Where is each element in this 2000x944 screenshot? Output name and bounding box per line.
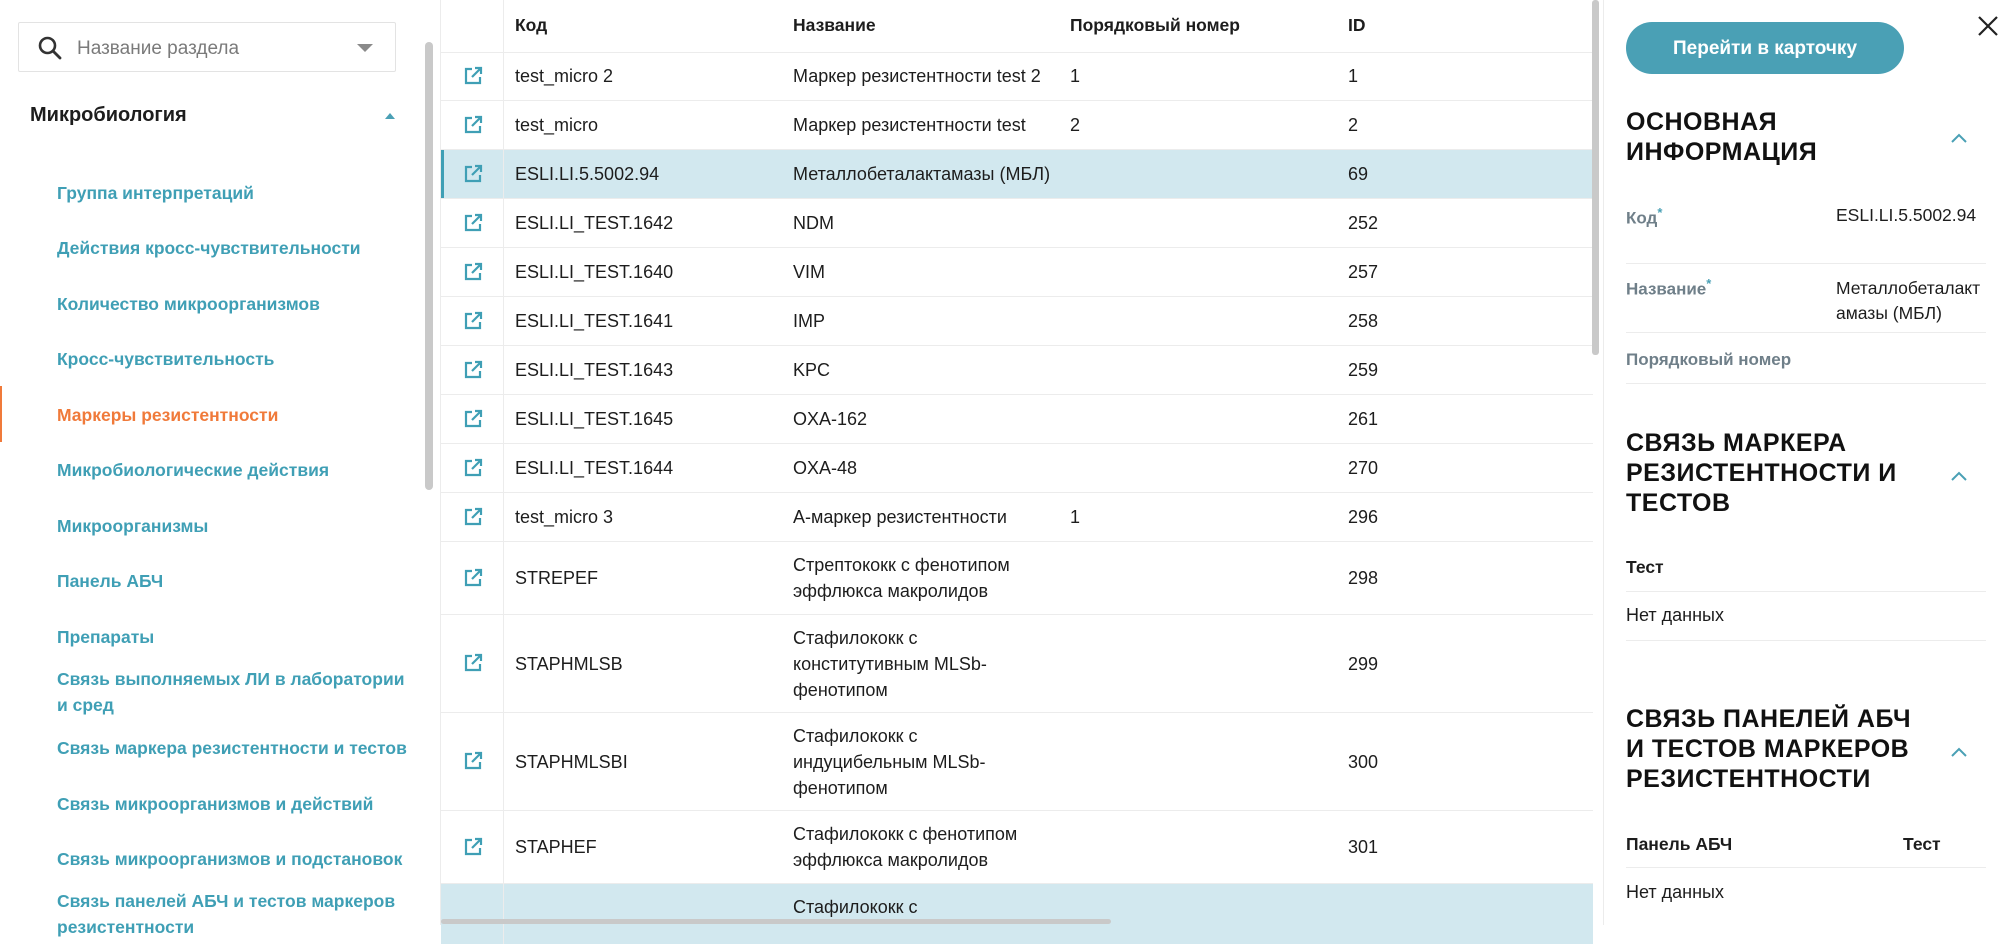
markers-table (441, 0, 1593, 925)
sidebar-item-microorganism-count[interactable]: Количество микроорганизмов (57, 294, 320, 314)
sidebar-item-microorganism-substitutions[interactable]: Связь микроорганизмов и подстановок (57, 849, 403, 869)
open-link-icon[interactable] (463, 458, 483, 478)
cell-name: IMP (793, 311, 826, 331)
table-row[interactable] (441, 615, 1593, 713)
sidebar-item-resistance-markers[interactable]: Маркеры резистентности (57, 405, 279, 425)
cell-code: ESLI.LI_TEST.1641 (515, 311, 674, 331)
cell-id: 258 (1348, 311, 1379, 331)
cell-name: Стрептококк с фенотипом эффлюкса макролидов (793, 555, 1010, 601)
table-row[interactable] (441, 101, 1593, 150)
marker-tests-empty: Нет данных (1626, 605, 1724, 625)
cell-code: test_micro 2 (515, 66, 614, 86)
open-link-icon[interactable] (463, 115, 483, 135)
table-row[interactable] (441, 884, 1593, 944)
open-link-icon[interactable] (463, 751, 483, 771)
open-link-icon[interactable] (463, 311, 483, 331)
marker-tests-heading[interactable]: СВЯЗЬ МАРКЕРА РЕЗИСТЕНТНОСТИ И ТЕСТОВ (1626, 429, 1897, 517)
sidebar-item-cross-sensitivity[interactable]: Кросс-чувствительность (57, 349, 275, 369)
column-order[interactable]: Порядковый номер (1070, 15, 1240, 35)
panels-tests-empty: Нет данных (1626, 882, 1724, 902)
header-icon-column (441, 0, 504, 52)
cell-name: Стафилококк с (793, 897, 918, 917)
sidebar-item-marker-tests[interactable]: Связь маркера резистентности и тестов (57, 738, 407, 758)
cell-id: 301 (1348, 837, 1379, 857)
table-row-selected[interactable] (441, 150, 1593, 199)
cell-id: 298 (1348, 568, 1379, 588)
sidebar-item-microorganism-actions[interactable]: Связь микроорганизмов и действий (57, 794, 374, 814)
sidebar-item-lab-tests-media[interactable]: Связь выполняемых ЛИ в лаборатории и сред (57, 669, 405, 715)
search-icon (37, 35, 63, 61)
cell-code: STAPHMLSB (515, 654, 623, 674)
cell-name: Стафилококк с конститутивным MLSb-фенотипом (793, 628, 987, 700)
section-title[interactable]: Микробиология (30, 104, 187, 126)
cell-code: STREPEF (515, 568, 599, 588)
column-name[interactable]: Название (793, 15, 876, 35)
search-placeholder: Название раздела (77, 38, 240, 59)
table-vertical-scrollbar[interactable] (1592, 0, 1599, 355)
table-row[interactable] (441, 297, 1593, 346)
go-to-card-button[interactable]: Перейти в карточку (1626, 22, 1904, 74)
table-row[interactable] (441, 248, 1593, 297)
main-info-heading[interactable]: ОСНОВНАЯ ИНФОРМАЦИЯ (1626, 108, 1818, 166)
open-link-icon[interactable] (463, 409, 483, 429)
cell-name: NDM (793, 213, 834, 233)
required-mark: * (1657, 205, 1663, 220)
sidebar-scrollbar[interactable] (425, 42, 433, 490)
table-header (441, 0, 1593, 53)
cell-order: 1 (1070, 507, 1081, 527)
cell-id: 261 (1348, 409, 1379, 429)
cell-name: KPC (793, 360, 831, 380)
cell-id: 300 (1348, 752, 1379, 772)
cell-code: ESLI.LI_TEST.1645 (515, 409, 674, 429)
close-icon[interactable] (1976, 14, 2000, 38)
cell-id: 257 (1348, 262, 1379, 282)
open-link-icon[interactable] (463, 213, 483, 233)
cell-code: ESLI.LI_TEST.1644 (515, 458, 674, 478)
panels-tests-heading[interactable]: СВЯЗЬ ПАНЕЛЕЙ АБЧ И ТЕСТОВ МАРКЕРОВ РЕЗИСТЕНТНОСТИ (1626, 705, 1912, 793)
chevron-up-icon[interactable] (1949, 470, 1969, 482)
sidebar-item-panels-marker-tests[interactable]: Связь панелей АБЧ и тестов маркеров резистентности (57, 891, 396, 937)
field-name (1626, 264, 1986, 333)
sidebar-item-microorganisms[interactable]: Микроорганизмы (57, 516, 209, 536)
sidebar-item-drugs[interactable]: Препараты (57, 627, 155, 647)
open-link-icon[interactable] (463, 507, 483, 527)
sidebar-item-cross-sensitivity-actions[interactable]: Действия кросс-чувствительности (57, 238, 361, 258)
cell-id: 2 (1348, 115, 1359, 135)
required-mark: * (1706, 276, 1712, 291)
cell-id: 259 (1348, 360, 1379, 380)
code-value: ESLI.LI.5.5002.94 (1836, 205, 1977, 225)
cell-code: ESLI.LI_TEST.1643 (515, 360, 674, 380)
cell-id: 296 (1348, 507, 1379, 527)
order-label: Порядковый номер (1626, 350, 1792, 369)
cell-code: test_micro (515, 115, 599, 135)
cell-code: ESLI.LI_TEST.1642 (515, 213, 674, 233)
open-link-icon[interactable] (463, 66, 483, 86)
cell-name: Металлобеталактамазы (МБЛ) (793, 164, 1051, 184)
cell-code: test_micro 3 (515, 507, 614, 527)
sidebar (0, 0, 440, 937)
cell-name: OXA-162 (793, 409, 868, 429)
table-row[interactable] (441, 493, 1593, 542)
table-row[interactable] (441, 811, 1593, 884)
table-row[interactable] (441, 395, 1593, 444)
field-code (1626, 195, 1986, 264)
sidebar-item-interpretation-groups[interactable]: Группа интерпретаций (57, 183, 254, 203)
section-search[interactable] (18, 22, 396, 72)
cell-id: 1 (1348, 66, 1359, 86)
table-row[interactable] (441, 713, 1593, 811)
field-order (1626, 333, 1986, 384)
open-link-icon[interactable] (463, 837, 483, 857)
panels-tests-col-panel: Панель АБЧ (1626, 834, 1733, 854)
cell-order: 2 (1070, 115, 1081, 135)
cell-name: Маркер резистентности test (793, 115, 1026, 135)
cell-code: ESLI.LI_TEST.1640 (515, 262, 674, 282)
cell-id: 252 (1348, 213, 1379, 233)
cell-name: Маркер резистентности test 2 (793, 66, 1041, 86)
code-label: Код (1626, 208, 1658, 228)
cell-order: 1 (1070, 66, 1081, 86)
detail-panel (1603, 0, 2000, 925)
cell-name: OXA-48 (793, 458, 858, 478)
open-link-icon[interactable] (463, 262, 483, 282)
cell-code: ESLI.LI.5.5002.94 (515, 164, 660, 184)
open-link-icon[interactable] (463, 568, 483, 588)
table-horizontal-scrollbar[interactable] (441, 919, 1111, 924)
chevron-up-icon[interactable] (385, 113, 395, 119)
chevron-down-icon[interactable] (357, 44, 373, 52)
cell-id: 299 (1348, 654, 1379, 674)
table-row[interactable] (441, 542, 1593, 615)
open-link-icon[interactable] (463, 360, 483, 380)
cell-code: STAPHEF (515, 837, 597, 857)
name-label: Название (1626, 279, 1707, 299)
active-indicator (0, 386, 2, 442)
panels-tests-col-test: Тест (1903, 834, 1941, 854)
cell-id: 69 (1348, 164, 1369, 184)
table-row[interactable] (441, 52, 1593, 101)
chevron-up-icon[interactable] (1949, 132, 1969, 144)
name-value: Металлобеталактамазы (МБЛ) (1836, 278, 1981, 323)
marker-tests-col-test: Тест (1626, 557, 1664, 577)
open-link-icon[interactable] (463, 653, 483, 673)
cell-name: Стафилококк с индуцибельным MLSb-фенотипом (793, 726, 986, 798)
cell-name: А-маркер резистентности (793, 507, 1007, 527)
chevron-up-icon[interactable] (1949, 746, 1969, 758)
table-row[interactable] (441, 199, 1593, 248)
table-row[interactable] (441, 444, 1593, 493)
cell-name: Стафилококк с фенотипом эффлюкса макролидов (793, 824, 1018, 870)
sidebar-item-abch-panel[interactable]: Панель АБЧ (57, 571, 164, 591)
column-id[interactable]: ID (1348, 15, 1366, 35)
cell-name: VIM (793, 262, 826, 282)
sidebar-item-microbiology-actions[interactable]: Микробиологические действия (57, 460, 330, 480)
open-link-icon[interactable] (463, 164, 483, 184)
table-row[interactable] (441, 346, 1593, 395)
column-code[interactable]: Код (515, 15, 548, 35)
cell-code: STAPHMLSBI (515, 752, 628, 772)
cell-id: 270 (1348, 458, 1379, 478)
